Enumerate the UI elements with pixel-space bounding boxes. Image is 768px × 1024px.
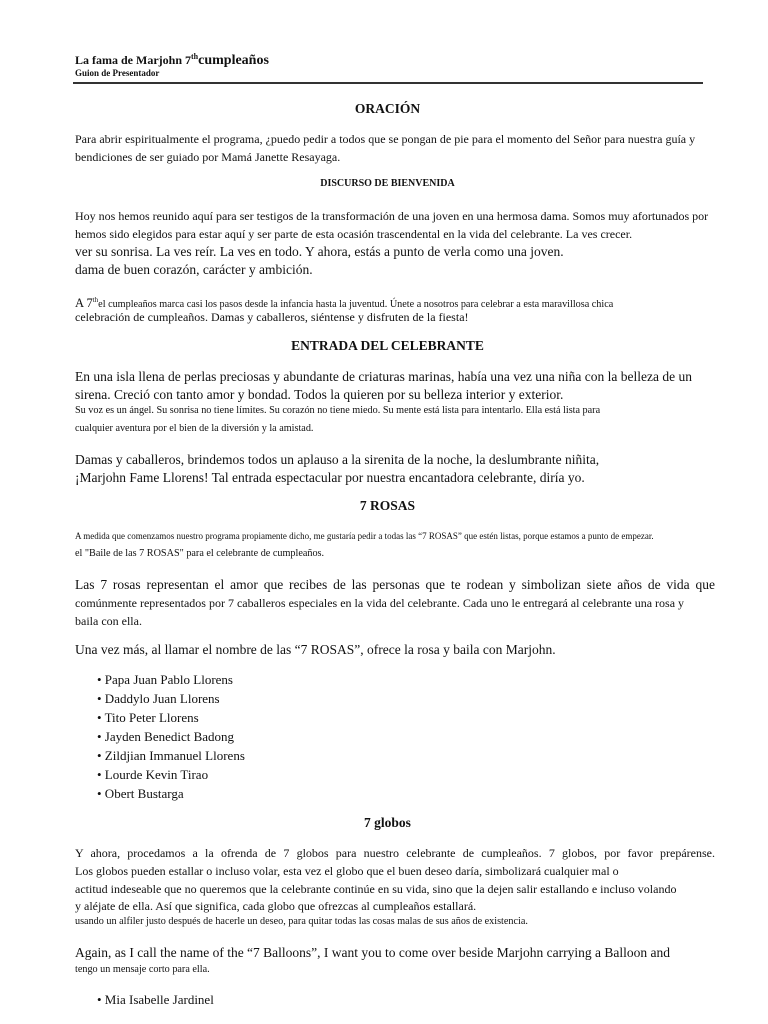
paragraph-line: A medida que comenzamos nuestro programa propiamente dicho, me gustaría pedir a todas las “7 ROSAS” que estén listas, porque estamos a punto de empezar. [75, 531, 654, 541]
paragraph-line: y aléjate de ella. Así que significa, cada globo que ofrezcas al cumpleaños estallará. [75, 899, 477, 913]
paragraph-line: actitud indeseable que no queremos que la celebrante continúe en su vida, sino que la dejen salir estallando e incluso volando [75, 882, 677, 896]
globos-list [97, 990, 214, 1009]
paragraph-line: dama de buen corazón, carácter y ambición. [75, 262, 313, 277]
paragraph-line: Damas y caballeros, brindemos todos un aplauso a la sirenita de la noche, la deslumbrante niñita, [75, 452, 600, 467]
paragraph-line: Hoy nos hemos reunido aquí para ser testigos de la transformación de una joven en una hermosa dama. Somos muy afortunados por [75, 209, 709, 223]
paragraph-line: bendiciones de ser guiado por Mamá Janette Resayaga. [75, 150, 341, 164]
list-item: • Daddylo Juan Llorens [97, 691, 220, 706]
paragraph-line: En una isla llena de perlas preciosas y abundante de criaturas marinas, había una vez una niña con la belleza de un [75, 369, 692, 384]
paragraph-line: hemos sido elegidos para estar aquí y ser parte de esta ocasión trascendental en la vida del celebrante. La ves crecer. [75, 227, 633, 241]
paragraph-line: cualquier aventura por el bien de la diversión y la amistad. [75, 423, 314, 434]
paragraph-line: Para abrir espiritualmente el programa, ¿puedo pedir a todos que se pongan de pie para el momento del Señor para nuestra guía y [75, 132, 696, 146]
paragraph-line: Again, as I call the name of the “7 Balloons”, I want you to come over beside Marjohn carrying a Balloon and [75, 945, 670, 960]
list-item: • Lourde Kevin Tirao [97, 767, 209, 782]
paragraph-line: sirena. Creció con tanto amor y bondad. Todos la quieren por su belleza interior y exterior. [75, 387, 564, 402]
section-heading-oracion: ORACIÓN [354, 101, 421, 116]
rosas-list [97, 670, 245, 803]
section-heading-rosas: 7 ROSAS [359, 498, 416, 513]
paragraph-line: ver su sonrisa. La ves reír. La ves en todo. Y ahora, estás a punto de verla como una joven. [75, 244, 564, 259]
document-subtitle: Guion de Presentador [75, 68, 160, 78]
paragraph-line: A 7thel cumpleaños marca casi los pasos desde la infancia hasta la juventud. Únete a nosotros para celebrar a esta maravillosa chica [75, 296, 614, 310]
section-heading-globos: 7 globos [364, 815, 411, 830]
list-item: • Tito Peter Llorens [97, 710, 199, 725]
section-heading-entrada: ENTRADA DEL CELEBRANTE [291, 338, 484, 353]
paragraph-line: usando un alfiler justo después de hacerle un deseo, para quitar todas las cosas malas de sus años de existencia. [75, 916, 528, 927]
list-item: • Mia Isabelle Jardinel [97, 992, 214, 1007]
header-divider [73, 82, 703, 84]
document-header [75, 50, 269, 79]
list-item: • Papa Juan Pablo Llorens [97, 672, 233, 687]
paragraph-line: comúnmente representados por 7 caballeros especiales en la vida del celebrante. Cada uno le entregará al celebrante una rosa y [75, 596, 685, 610]
paragraph-line: Una vez más, al llamar el nombre de las “7 ROSAS”, ofrece la rosa y baila con Marjohn. [75, 642, 556, 657]
paragraph-line: Los globos pueden estallar o incluso volar, esta vez el globo que el buen deseo daría, simbolizará cualquier mal o [75, 864, 619, 878]
paragraph-line: Su voz es un ángel. Su sonrisa no tiene límites. Su corazón no tiene miedo. Su mente está lista para intentarlo. Ella está lista para [75, 405, 601, 416]
paragraph-line: baila con ella. [75, 614, 142, 628]
paragraph-line: el "Baile de las 7 ROSAS" para el celebrante de cumpleaños. [75, 548, 325, 559]
paragraph-line: Y ahora, procedamos a la ofrenda de 7 globos para nuestro celebrante de cumpleaños. 7 globos, por favor prepárense. [75, 846, 715, 860]
section-heading-bienvenida: DISCURSO DE BIENVENIDA [320, 178, 455, 189]
paragraph-line: celebración de cumpleaños. Damas y caballeros, siéntense y disfruten de la fiesta! [75, 310, 469, 324]
paragraph-line: ¡Marjohn Fame Llorens! Tal entrada espectacular por nuestra encantadora celebrante, diría yo. [75, 470, 585, 485]
list-item: • Obert Bustarga [97, 786, 184, 801]
paragraph-line: tengo un mensaje corto para ella. [75, 964, 210, 975]
list-item: • Zildjian Immanuel Llorens [97, 748, 245, 763]
list-item: • Jayden Benedict Badong [97, 729, 235, 744]
paragraph-line: Las 7 rosas representan el amor que recibes de las personas que te rodean y simbolizan siete años de vida que [75, 577, 715, 592]
document-title: La fama de Marjohn 7thcumpleaños [75, 52, 269, 68]
